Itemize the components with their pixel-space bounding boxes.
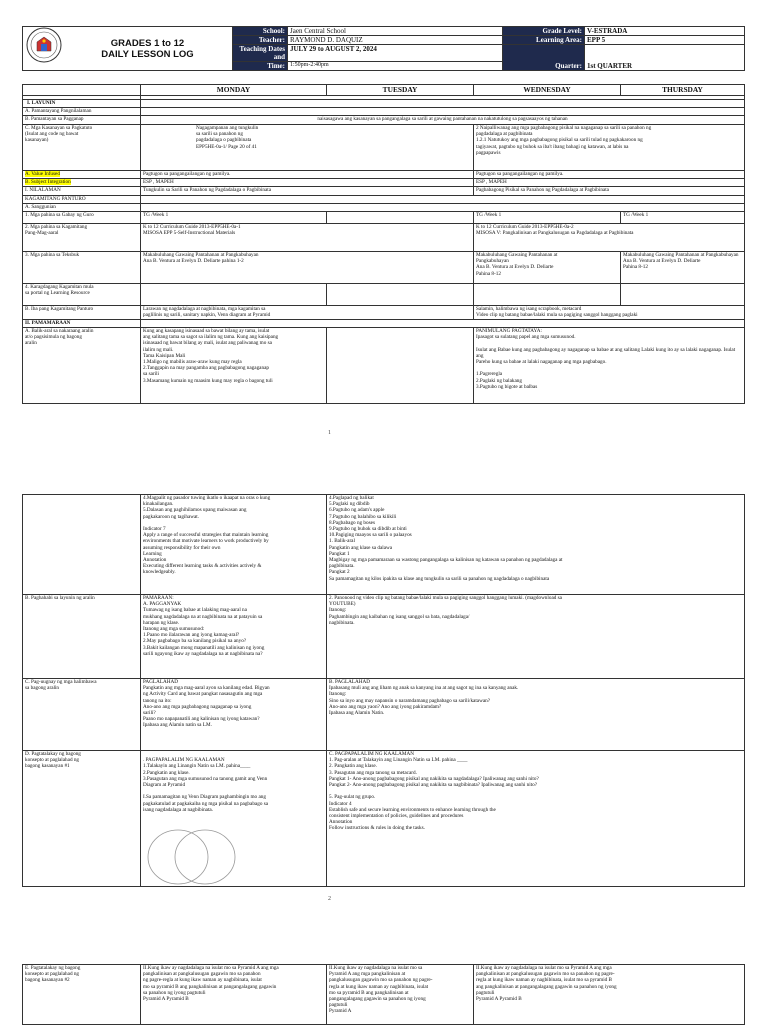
table-row: A. Balik-aral sa nakaraang aralin at/o pagsisimula ng bagong aralin Kung ang kasapang isinasaad sa bawat bilang ay tama, isulat ang salitang tama sa sagot sa ilalim ng tama. Kung ang kaisipang isinasaad ng bawat bilang ay mali, isulat ang paliwanag mo sa ilalim ng mali. Tama Kaisipan Mali 1.Maligo ng mabilis araw-araw kung may regla 2.Tanggapin na may pangamba ang pagbabagong nagaganap sa sarili 3.Masamang kumain ng maasim kung may regla o bagong tuli PANIMULANG PAGTATAYA: Ipasagot sa sulatang papel ang mga sumusunod. Isulat ang Babae kung ang pagbabagong ay nagaganap sa babae at ang salitang Lalaki kung ito ay sa lalaki nagaganap. Isulat ang Pareho kung sa babae at lalaki nagaganap ang mga pagbabago. 1.Pagreregla 2.Paglaki ng balakang 3.Pagtubo ng bigote at balbas	[23, 328, 745, 404]
day-wednesday: WEDNESDAY	[474, 85, 621, 96]
title-line-1: GRADES 1 to 12	[110, 37, 185, 49]
time-label: Time:	[233, 62, 288, 71]
table-row: A. Pamantayang Pangnilalaman	[23, 108, 745, 116]
table-row: I. NILALAMAN Tungkulin sa Sarili sa Panahon ng Pagdadalaga o Pagbibinata Pagbabagong Pisikal sa Panahon ng Pagdadalaga at Pagbibinata	[23, 187, 745, 196]
table-row: 2. Mga pahina sa Kagamitang Pang-Mag-aaral K to 12 Curriculum Guide 2013-EPP5HE-0a-1 MISOSA EPP 5-Self-Instructional Materials K to 12 Curriculum Guide 2013-EPP5HE-0a-2 MISOSA V: Pangkalinisan at Pangkalusugan sa Pagdadalaga at Pagbibinata	[23, 224, 745, 252]
quarter-value: 1st QUARTER	[585, 45, 745, 71]
table-row: E. Pagtatalakay ng bagong konsepto at paglalahad ng bagong kasanayan #2 II.Kung ikaw ay nagdadalaga na isulat mo sa Pyramid A ang mga pangkalinisan at pangkalusugan gagawin mo sa panahon ng pagre-regla at kung ikaw naman ay nagbibinata, isulat mo sa pyramid B ang pangkalinisan at pangangalagang gagawin sa panahon ng iyong pagtutuli Pyramid A Pyramid B II.Kung ikaw ay nagdadalaga na isulat mo sa Pyramid A ang mga pangkalinisan at pangkalusugan gagawin mo sa panahon ng pagre- regla at kung ikaw naman ay nagbibinata, isulat mo sa pyramid B ang pangkalinisan at pangangalagang gagawin sa panahon ng iyong pagtutuli Pyramid A II.Kung ikaw ay nagdadalaga na isulat mo sa Pyramid A ang mga pangkalinisan at pangkalusugan gagawin mo sa panahon ng pagre- regla at kung ikaw naman ay nagbibinata, isulat mo sa pyramid B ang pangkalinisan at pangangalagang gagawin sa panahon ng iyong pagtutuli Pyramid A Pyramid B	[23, 965, 745, 1025]
grade-value: V-ESTRADA	[585, 27, 745, 36]
area-value: EPP 5	[585, 36, 745, 45]
day-thursday: THURSDAY	[621, 85, 745, 96]
lesson-table-page-3	[22, 964, 745, 1025]
days-header-row	[23, 85, 745, 96]
grade-label: Grade Level:	[503, 27, 585, 36]
table-row: A. Value Infused Pagtugon sa pangangailangan ng pamilya. Pagtugon sa pangangailangan ng pamilya.	[23, 171, 745, 179]
table-row: C. Mga Kasanayan sa Pagkatuto (Isulat ang code ng bawat kasanayan) Nagagampanan ang tungkulin sa sarili sa panahon ng pagdadalaga o pagbibinata EPP5HE-0a-1/ Page 20 of 41 2 Naipalliwanag ang mga pagbabagong pisikal na nagaganap sa sarili sa panahon ng pagdadalaga at pagbibinata 1.2.1 Natutukoy ang mga pagbabagong pisikal sa sarili tulad ng pagkakaroon ng tagiyawat, pagtubo ng buhok sa iba't ibang bahagi ng katawan, at labis na pagpapawis	[23, 125, 745, 171]
lesson-table-page-2	[22, 494, 745, 887]
table-row: II. PAMAMARAAN	[23, 320, 745, 328]
table-row: D. Pagtatalakay ng bagong konsepto at paglalahad ng bagong kasanayan #1 . PAGPAPALALIM NG KAALAMAN 1.Talakayin ang Linangin Natin sa LM. pahina____ 2.Pangkatin ang klase. 3.Pasagutan ang mga sumusunod na tanong gamit ang Venn Diagram at Pyramid I.Sa pamamagitan ng Venn Diagram paghambingin mo ang pagkakatulad at pagkakaiba ng mga pisikal na pagbabago sa isang nagdadalaga at nagbibinata. C. PAGPAPALALIM NG KAALAMAN 1. Pag-aralan at Talakayin ang Linangin Natin sa LM. pahina ____ 2. Pangkatin ang klase. 3. Pasagutan ang mga tanong sa metacard. Pangkat 1- Ano-anong pagbabagong pisikal ang nakikita sa nagdadalaga? Ipaliwanag ang sanhi nito? Pangkat 2- Ano-anong pagbabagong pisikal ang nakikita sa nagbibinata? Ipaliwanag ang sanhi nito? 5. Pag-uulat ng grupo. Indicator 4 Establish safe and secure learning environments to enhance learning through the consistent implementation of policies, guidelines and procedures Annotation Follow instructions & rules in doing the tasks.	[23, 751, 745, 887]
page-number-2: 2	[328, 896, 331, 902]
title-line-2: DAILY LESSON LOG	[101, 48, 194, 60]
table-row: C. Pag-uugnay ng mga halimbawa sa bagong aralin PAGLALAHAD Pangkatin ang mga mag-aaral ayon sa kanilang edad. Bigyan ng Activity Card ang bawat pangkat nasasagutin ang mga tanong na ito: Ano-ano ang mga pagbabagong nagaganap sa iyong sarili? Paano mo napapanatili ang kalinisan ng iyong katawan? Ipabasa ang Alamin natin sa LM. B. PAGLALAHAD Ipabasang muli ang ang liham ng anak sa kanyang ina at ang sagot ng ina sa kanyang anak. Itanong: Sino sa inyo ang may napansin o naramdamang pagbabago sa sarili/katawan? Ano-ano ang mga yaon? Ano ang iyong pakiramdam? Ipabasa ang Alamin Natin.	[23, 679, 745, 751]
day-tuesday: TUESDAY	[327, 85, 474, 96]
area-label: Learning Area:	[503, 36, 585, 45]
school-label: School:	[233, 27, 288, 36]
table-row: B. Paghahabi sa layunin ng aralin PAMARAAN: A. PAGGANYAK Tumawag ng isang babae at lalaking mag-aaral na mukhang nagdadalaga na at nagbibinata na at patayuin sa harapan ng klase. Itanong ang mga sumusunod: 1.Paano mo ilalarawan ang iyong kamag-aral? 2.May pagbabago ba sa kanilang pisikal na anyo? 3.Bakit kailangan mong mapanatili ang kalinisan ng iyong sarili ngayong ikaw ay nagdadalaga na at nagbibinata na? 2. Panonood ng video clip ng batang babae/lalaki mula sa pagiging sanggol hanggang lumaki. (magdownload sa YOUTUBE) Itanong: Paghambingin ang kaibahan ng isang sanggol sa bata, nagdadalaga/ nagbibinata.	[23, 595, 745, 679]
table-row: 3. Mga pahina sa Teksbuk Makabuluhang Gawaing Pantahanan at Pangkabuhayan Ana B. Ventura at Evelyn D. Deliarte pahina 1-2 Makabuluhang Gawaing Pantahanan at Pangkabuhayan Ana B. Ventura at Evelyn D. Deliarte Pahina 8-12 Makabuluhang Gawaing Pantahanan at Pangkabuhayan Ana B. Ventura at Evelyn D. Deliarte Pahina 8-12	[23, 252, 745, 284]
lesson-table-page-1	[22, 84, 745, 404]
teacher-value: RAYMOND D. DAQUIZ	[288, 36, 503, 45]
time-value: 1:50pm-2:40pm	[288, 62, 503, 71]
school-value: Jaen Central School	[288, 27, 503, 36]
header-table	[22, 26, 745, 71]
venn-diagram	[145, 827, 255, 885]
page-3	[0, 964, 768, 1024]
table-row: 4. Karagdagang Kagamitan mula sa portal ng Learning Resource	[23, 284, 745, 306]
table-row: I. LAYUNIN	[23, 100, 745, 108]
table-row: B. Pamantayan sa Pagganap naisasagawa ang kasanayan sa pangangalaga sa sarili at gawaing pantahanan na nakatutulong sa pagsasaayos ng tahanan	[23, 116, 745, 125]
indicator-7-cell: 4.Magpalit ng pasador tuwing ikatlo o ikaapat na oras o kung kinakailangan. 5.Dalasan ang paghihilamos upang maiwasan ang pagkakaroon ng tagihawat. Indicator 7 Apply a range of successful strategies that maintain learning environments that motivate learners to work productively by assuming responsibility for their own Learning Annotation Executing different learning tasks & activities actively & knowledgeably.	[141, 495, 327, 595]
page-number-1: 1	[328, 430, 331, 436]
teacher-label: Teacher:	[233, 36, 288, 45]
table-row: B. Iba pang Kagamitang Panturo Larawan ng nagdadalaga at nagbibinata, mga kagamitan sa paglilinis ng sarili, sanitary napkin, Venn diagram at Pyramid Salamin, halimbawa ng isang scrapbook, metacard Video clip ng batang babae/lalaki mula sa pagiging sanggol hanggang paglaki	[23, 306, 745, 320]
page-1	[0, 0, 768, 444]
page-2	[0, 444, 768, 964]
table-row: B. Subject Integration ESP , MAPEH ESP , MAPEH	[23, 179, 745, 187]
table-row: A. Sanggunian	[23, 204, 745, 212]
dates-label: Teaching Dates and	[233, 45, 288, 62]
dates-value: JULY 29 to AUGUST 2, 2024	[288, 45, 503, 62]
table-row: 1. Mga pahina sa Gabay ng Guro TG /Week 1 TG /Week 1 TG /Week 1	[23, 212, 745, 224]
quarter-label: Quarter:	[503, 45, 585, 71]
day-monday: MONDAY	[141, 85, 327, 96]
table-row: 4.Magpalit ng pasador tuwing ikatlo o ikaapat na oras o kung kinakailangan. 5.Dalasan ang paghihilamos upang maiwasan ang pagkakaroon ng tagihawat. Indicator 7 Apply a range of successful strategies that maintain learning environments that motivate learners to work productively by assuming responsibility for their own Learning Annotation Executing different learning tasks & activities actively & knowledgeably. 4.Paglapad ng balikat 5.Paglaki ng dibdib 6.Pagtubo ng adam's apple 7.Pagtubo ng balahibo sa kilikili 8.Pagbabago ng boses 9.Pagtubo ng buhok sa dibdib at binti 10.Pagiging maayos sa sarili o palaayos 1. Balik-aral Pangkatin ang klase sa dalawa Pangkat 1 Magbigay ng mga pamamaraan sa wastong pangangalaga sa kalinisan ng katawan sa panahon ng pagdadalaga at pagbibinata. Pangkat 2 Sa pamamagitan ng kilos ipakita sa klase ang tungkulin sa sarili sa panahon ng nagdadalaga o nagbibinata	[23, 495, 745, 595]
table-row: KAGAMITANG PANTURO	[23, 196, 745, 204]
